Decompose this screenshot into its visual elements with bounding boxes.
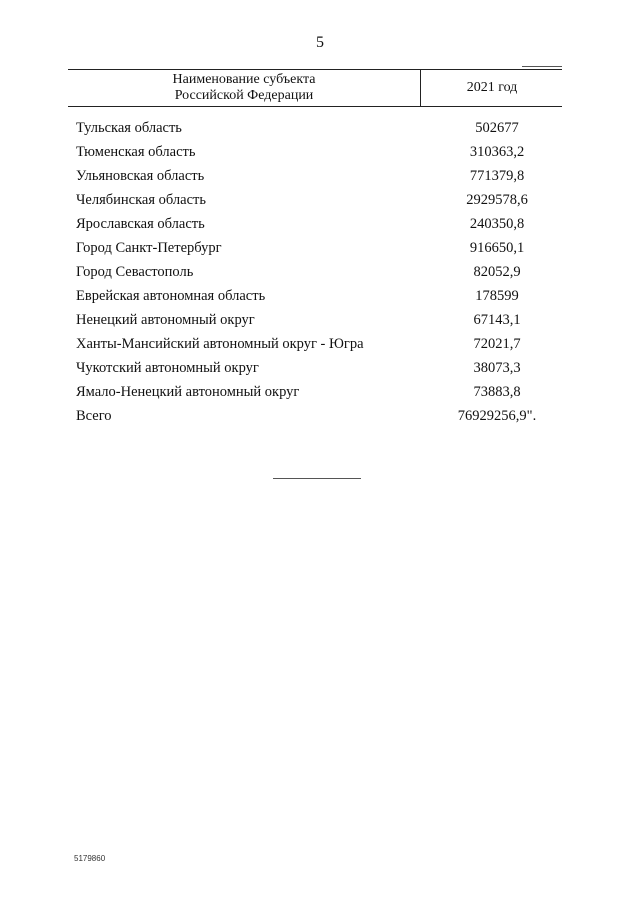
row-value: 178599 [475,288,519,304]
table-row [76,142,562,166]
header-name-line2: Российской Федерации [174,88,314,103]
row-region-name: Челябинская область [76,192,206,208]
row-value: 67143,1 [473,312,521,328]
row-value: 310363,2 [469,144,525,160]
row-region-name: Чукотский автономный округ [76,360,259,376]
row-value: 240350,8 [469,216,525,232]
end-separator-line [273,478,361,479]
row-total-label: Всего [76,408,112,424]
table-row [76,334,562,358]
table-row-total [76,406,562,430]
table-row [76,190,562,214]
row-value: 38073,3 [473,360,521,376]
table-row [76,382,562,406]
row-region-name: Город Севастополь [76,264,194,280]
table-row [76,262,562,286]
row-total-value: 76929256,9". [457,408,537,424]
row-region-name: Еврейская автономная область [76,288,266,304]
row-region-name: Ненецкий автономный округ [76,312,255,328]
table-row [76,166,562,190]
table-row [76,214,562,238]
row-region-name: Ханты-Мансийский автономный округ - Югра [76,336,364,352]
row-value: 502677 [475,120,519,136]
row-region-name: Тюменская область [76,144,196,160]
header-name-line1: Наименование субъекта [172,72,316,87]
header-column-year: 2021 год [466,80,518,95]
row-region-name: Ямало-Ненецкий автономный округ [76,384,300,400]
row-value: 2929578,6 [466,192,528,208]
row-value: 916650,1 [469,240,525,256]
table-header [68,69,562,107]
row-value: 73883,8 [473,384,521,400]
header-column-name [68,70,421,106]
row-region-name: Тульская область [76,120,182,136]
document-code: 5179860 [74,854,106,863]
row-region-name: Ульяновская область [76,168,205,184]
table-row [76,118,562,142]
table-row [76,238,562,262]
table-row [76,358,562,382]
table-row [76,310,562,334]
page-number: 5 [316,34,324,51]
table-body [76,118,562,430]
row-value: 771379,8 [469,168,525,184]
header-tick-mark [522,66,562,67]
row-region-name: Город Санкт-Петербург [76,240,222,256]
row-value: 82052,9 [473,264,521,280]
row-value: 72021,7 [473,336,521,352]
table-row [76,286,562,310]
row-region-name: Ярославская область [76,216,205,232]
